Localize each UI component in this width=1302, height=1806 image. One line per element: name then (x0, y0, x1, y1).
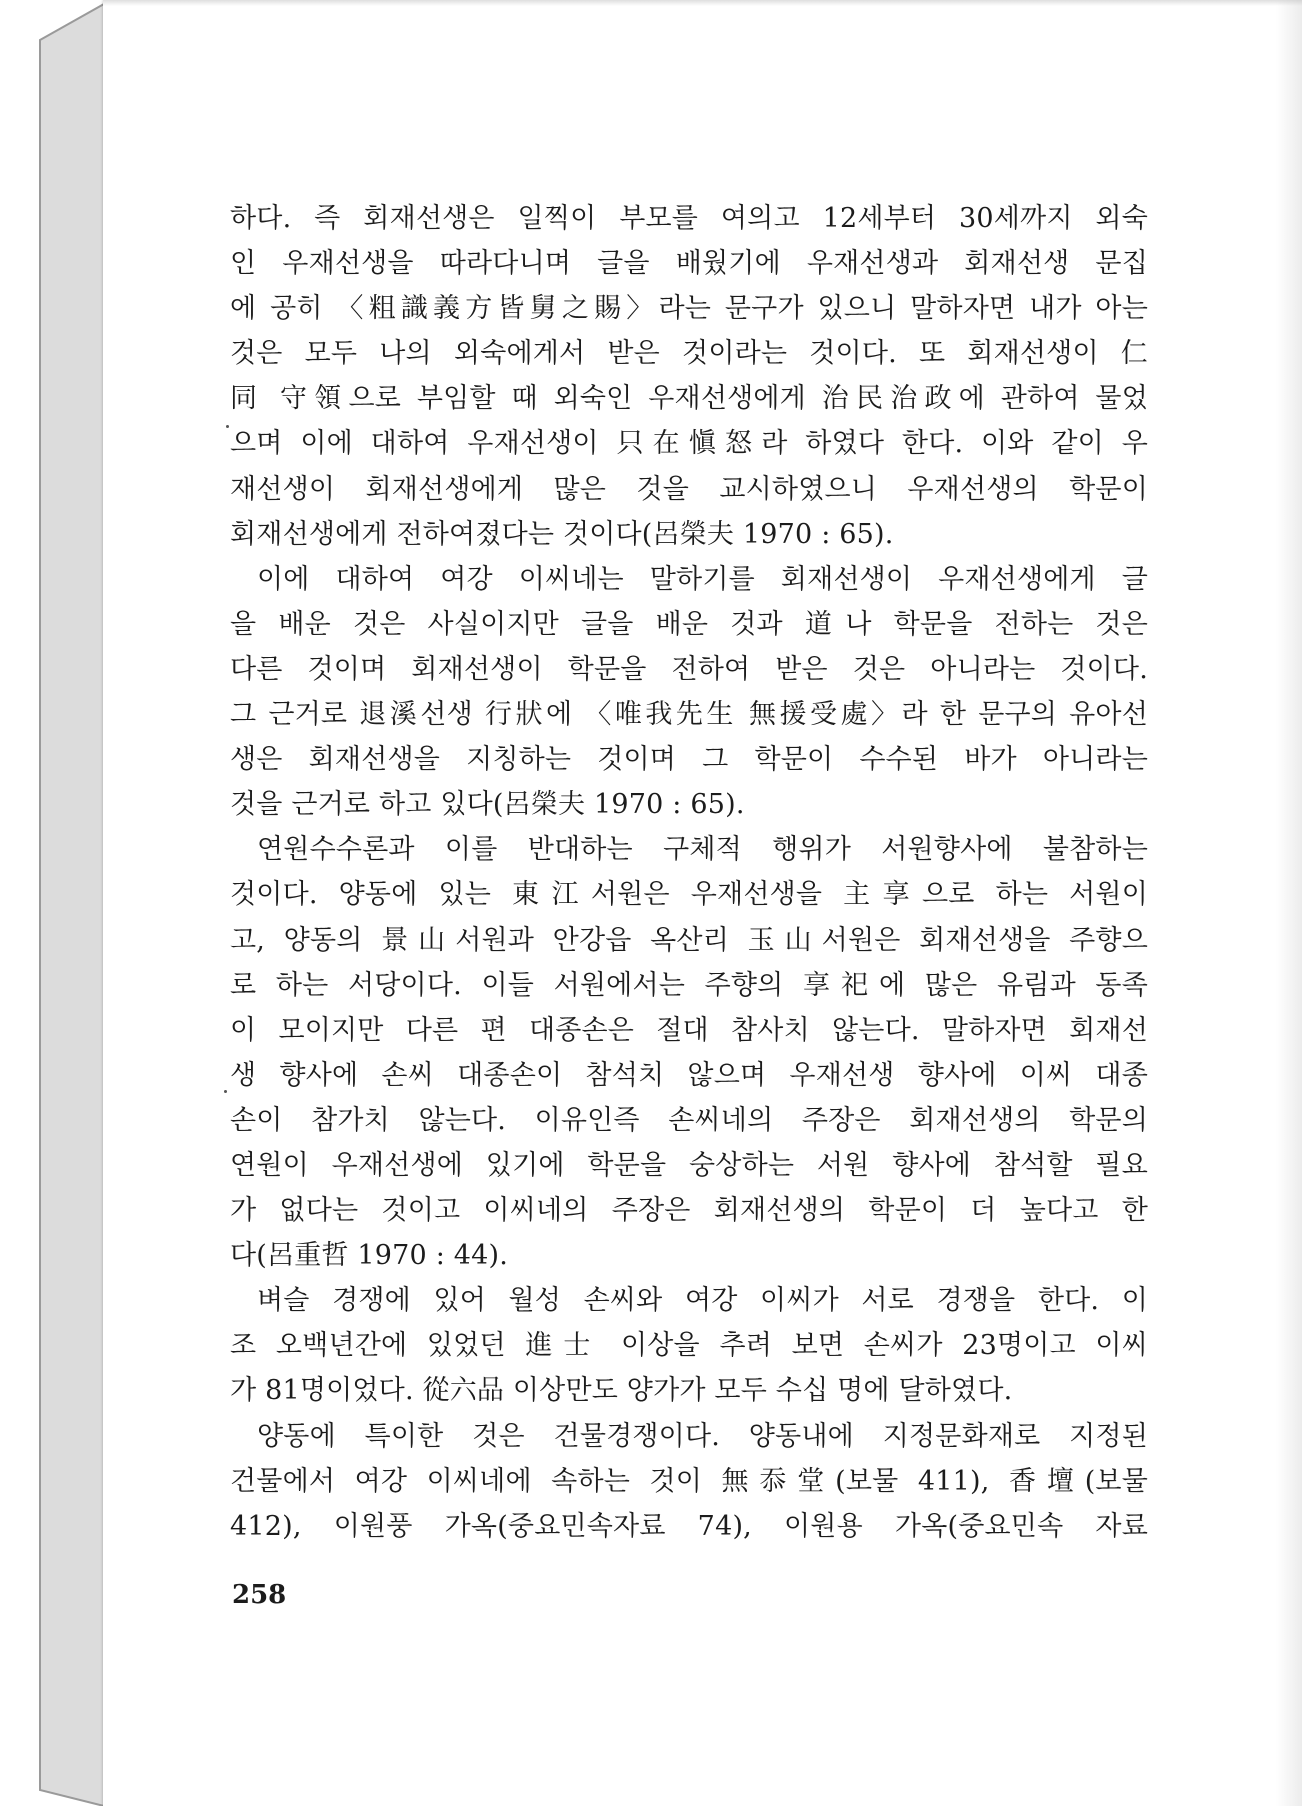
text-line: 다(呂重哲 1970 : 44). (230, 1240, 509, 1272)
text-line: 에 공히 〈粗識義方皆舅之賜〉라는 문구가 있으니 말하자면 내가 아는 (230, 293, 1148, 325)
text-line: 연원수수론과 이를 반대하는 구체적 행위가 서원향사에 불참하는 (257, 834, 1148, 866)
text-line: 양동에 특이한 것은 건물경쟁이다. 양동내에 지정문화재로 지정된 (257, 1420, 1148, 1452)
page-edge-shadow (1276, 0, 1302, 1806)
text-line: 인 우재선생을 따라다니며 글을 배웠기에 우재선생과 회재선생 문집 (230, 248, 1148, 280)
page-top-shadow (103, 0, 1302, 6)
body-text (230, 196, 1148, 1549)
text-line: 벼슬 경쟁에 있어 월성 손씨와 여강 이씨가 서로 경쟁을 한다. 이 (257, 1285, 1148, 1317)
text-line: 것이다. 양동에 있는 東江서원은 우재선생을 主享으로 하는 서원이 (230, 879, 1148, 911)
text-line: 것은 모두 나의 외숙에게서 받은 것이라는 것이다. 또 회재선생이 仁 (230, 338, 1148, 370)
text-line: 회재선생에게 전하여졌다는 것이다(呂榮夫 1970 : 65). (230, 518, 894, 550)
text-line: 생 향사에 손씨 대종손이 참석치 않으며 우재선생 향사에 이씨 대종 (230, 1059, 1148, 1091)
text-line: 그 근거로 退溪선생 行狀에 〈唯我先生 無援受處〉라 한 문구의 유아선 (230, 699, 1148, 731)
scan-speck (224, 1090, 227, 1093)
text-line: 가 81명이었다. 從六品 이상만도 양가가 모두 수십 명에 달하였다. (230, 1375, 1013, 1407)
text-line: 조 오백년간에 있었던 進士 이상을 추려 보면 손씨가 23명이고 이씨 (230, 1330, 1148, 1362)
text-line: 412), 이원풍 가옥(중요민속자료 74), 이원용 가옥(중요민속 자료 (230, 1510, 1148, 1542)
text-line: 하다. 즉 회재선생은 일찍이 부모를 여의고 12세부터 30세까지 외숙 (230, 203, 1148, 234)
paragraph (230, 196, 1148, 557)
text-line: 가 없다는 것이고 이씨네의 주장은 회재선생의 학문이 더 높다고 한 (230, 1195, 1148, 1227)
text-line: 同 守領으로 부임할 때 외숙인 우재선생에게 治民治政에 관하여 물었 (230, 383, 1148, 415)
text-line: 손이 참가치 않는다. 이유인즉 손씨네의 주장은 회재선생의 학문의 (230, 1104, 1148, 1136)
text-line: 다른 것이며 회재선생이 학문을 전하여 받은 것은 아니라는 것이다. (230, 653, 1148, 685)
text-line: 건물에서 여강 이씨네에 속하는 것이 無忝堂(보물 411), 香壇(보물 (230, 1465, 1148, 1497)
text-line: 을 배운 것은 사실이지만 글을 배운 것과 道나 학문을 전하는 것은 (230, 608, 1148, 640)
text-line: 것을 근거로 하고 있다(呂榮夫 1970 : 65). (230, 789, 745, 821)
text-line: 이에 대하여 여강 이씨네는 말하기를 회재선생이 우재선생에게 글 (257, 563, 1148, 595)
text-line: 재선생이 회재선생에게 많은 것을 교시하였으니 우재선생의 학문이 (230, 473, 1148, 505)
text-line: 로 하는 서당이다. 이들 서원에서는 주향의 享祀에 많은 유림과 동족 (230, 969, 1148, 1001)
text-line: 으며 이에 대하여 우재선생이 只在愼怒라 하였다 한다. 이와 같이 우 (230, 428, 1148, 460)
text-line: 고, 양동의 景山서원과 안강읍 옥산리 玉山서원은 회재선생을 주향으 (230, 924, 1148, 956)
page-number: 258 (232, 1580, 287, 1610)
paragraph (230, 827, 1148, 1278)
text-line: 이 모이지만 다른 편 대종손은 절대 참사치 않는다. 말하자면 회재선 (230, 1014, 1148, 1046)
text-line: 생은 회재선생을 지칭하는 것이며 그 학문이 수수된 바가 아니라는 (230, 744, 1148, 776)
text-line: 연원이 우재선생에 있기에 학문을 숭상하는 서원 향사에 참석할 필요 (230, 1149, 1148, 1181)
scan-speck (226, 425, 229, 428)
paragraph (230, 1414, 1148, 1549)
book-spine (0, 0, 120, 1806)
paragraph (230, 557, 1148, 828)
paragraph (230, 1278, 1148, 1413)
